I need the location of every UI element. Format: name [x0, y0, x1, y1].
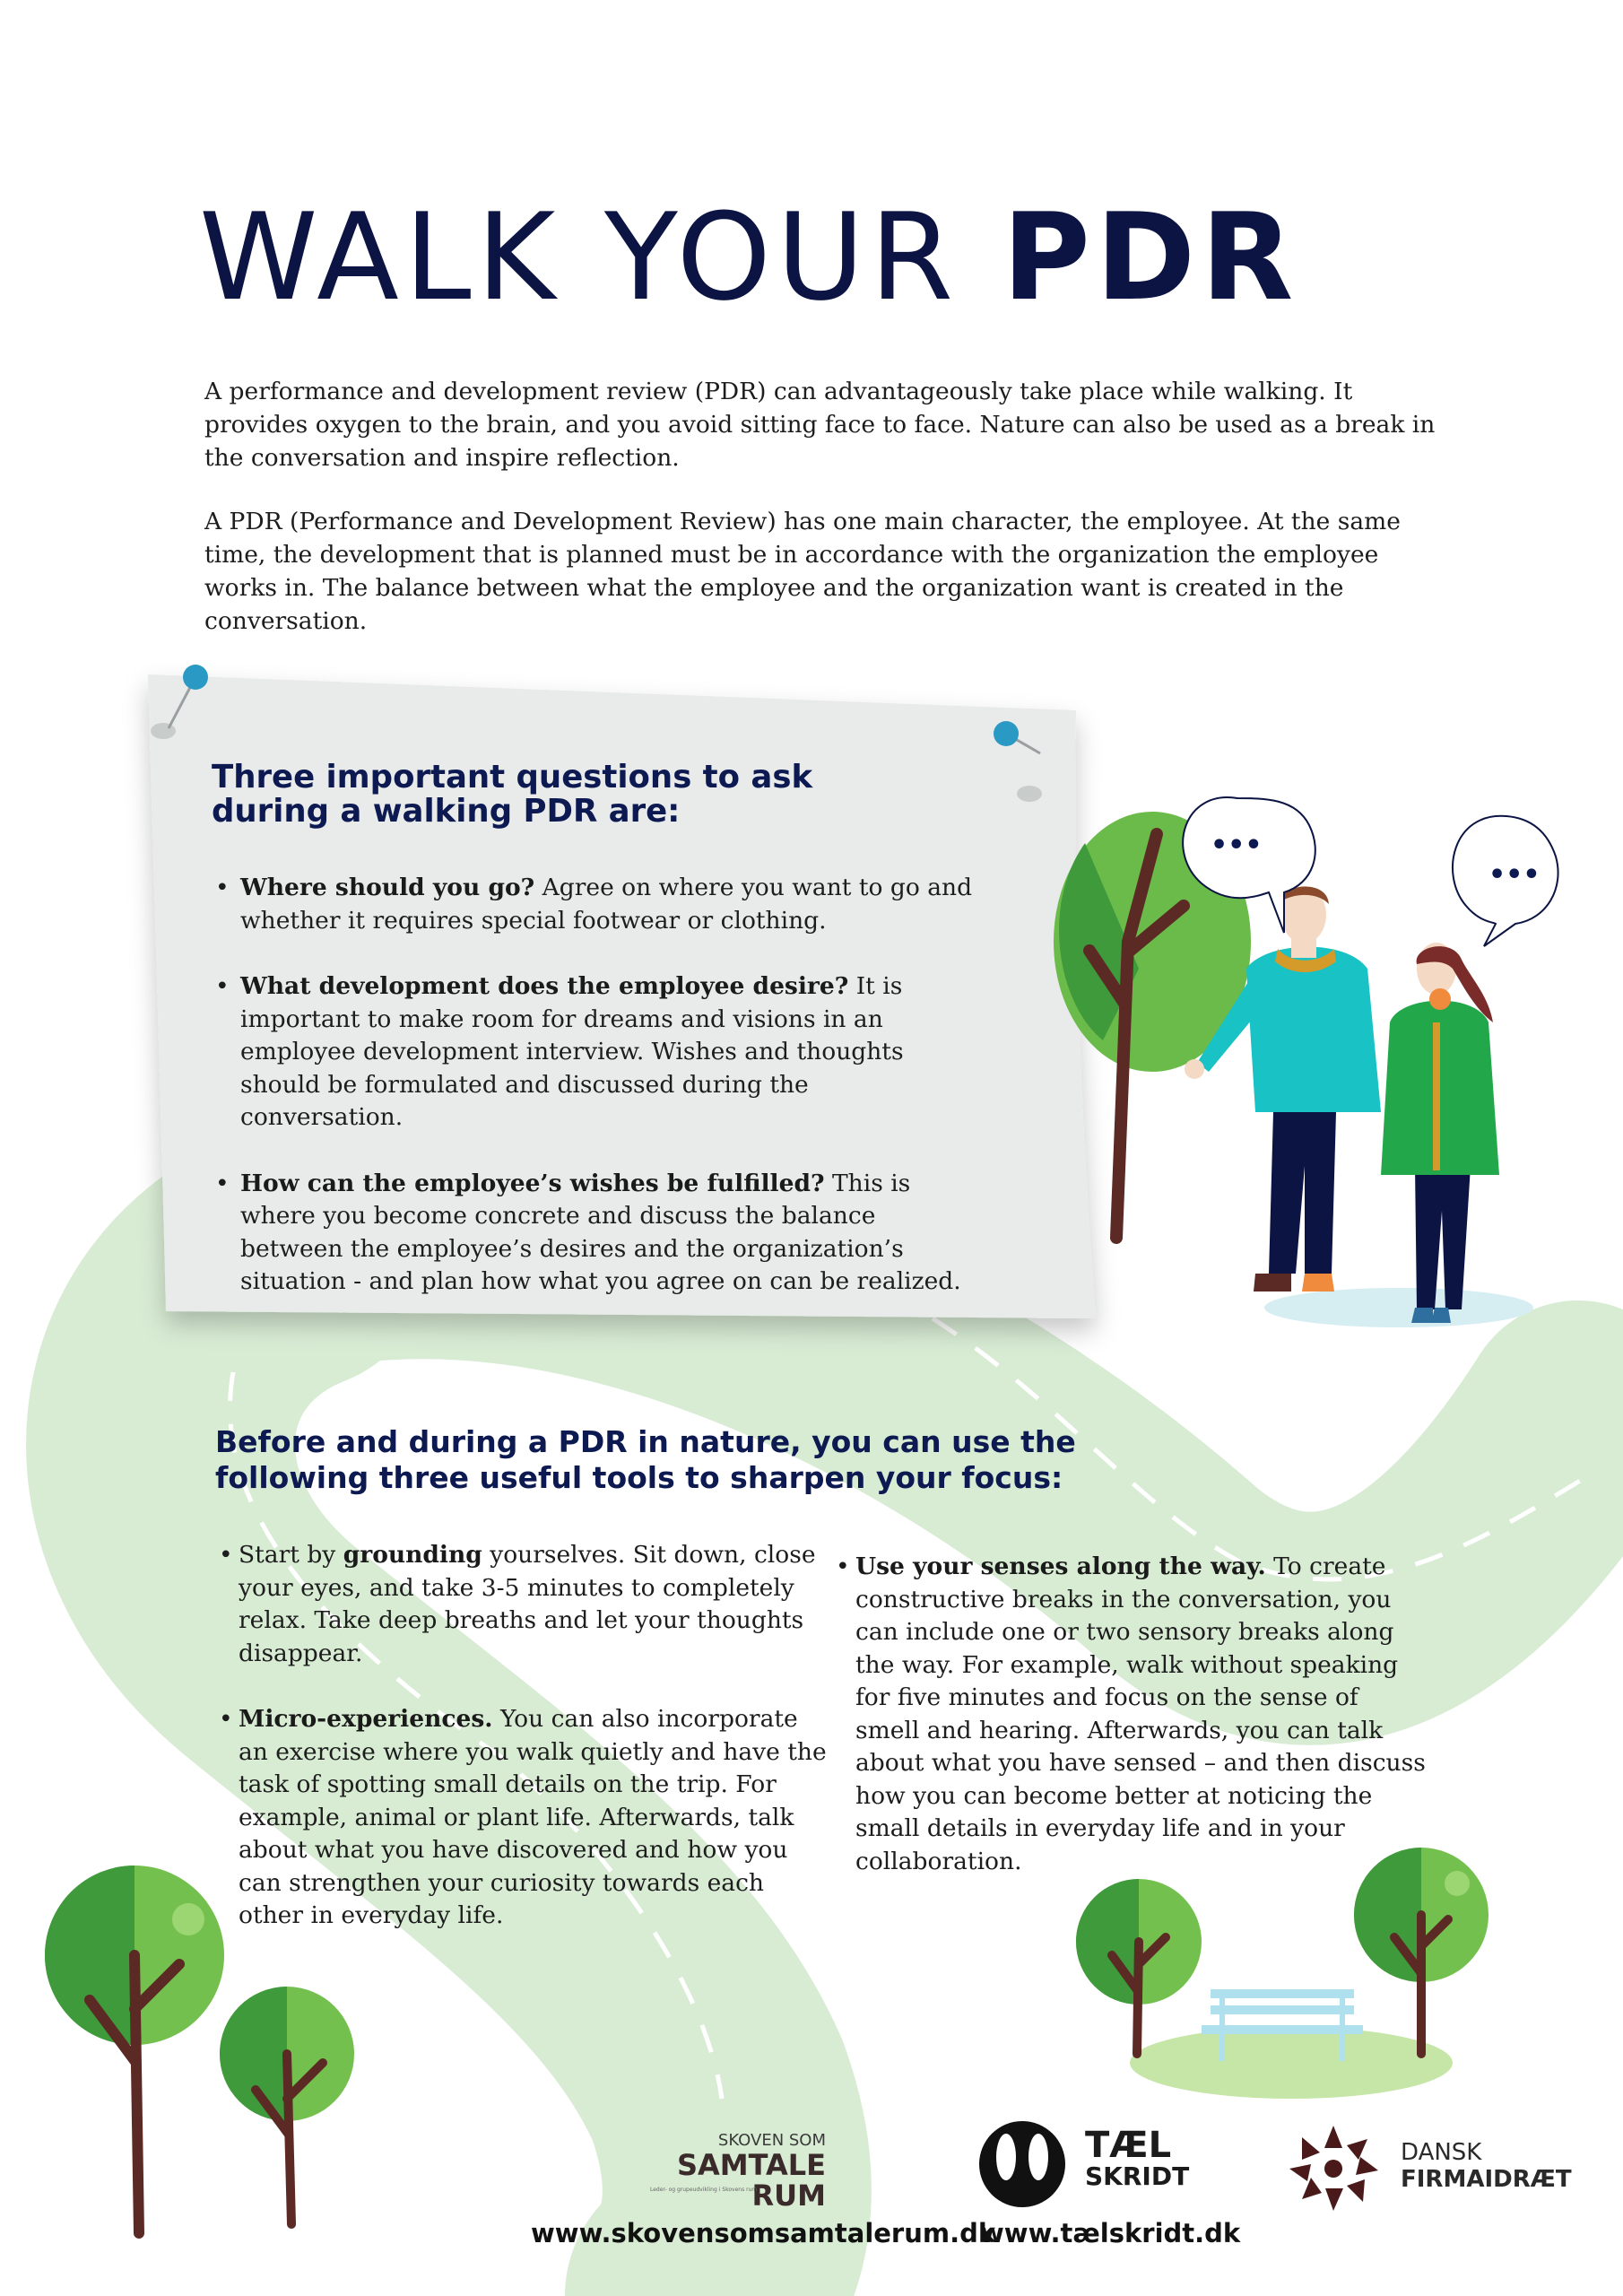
tool-bold: grounding — [343, 1541, 482, 1569]
list-item — [212, 970, 967, 1135]
questions-list — [212, 872, 1001, 1332]
question-bold: What development does the employee desire? — [240, 972, 849, 1000]
firmaidraet-word2: FIRMAIDRÆT — [1401, 2166, 1572, 2193]
question-text: This is where you become concrete and discuss the balance between the employee’s desires and the organization’s situation - and plan how what you agree on can be realized. — [240, 1169, 961, 1295]
taelskridt-logo-icon — [979, 2121, 1065, 2207]
samtalerum-word2: RUM — [751, 2179, 826, 2213]
tool-text: You can also incorporate an exercise where you walk quietly and have the task of spotting small details on the trip. For example, animal or plant life. Afterwards, talk about what you have discovered and how you can strengthen your curiosity towards each other in everyday life. — [239, 1705, 827, 1929]
firmaidraet-word1: DANSK — [1401, 2139, 1482, 2166]
question-bold: Where should you go? — [240, 874, 535, 901]
tool-grounding — [215, 1539, 821, 1670]
tree-bottom-right-right-icon — [1354, 1848, 1488, 2054]
tool-bold: Micro-experiences. — [239, 1705, 493, 1733]
tree-bottom-right-left-icon — [1076, 1879, 1202, 2054]
tools-heading-line2: following three useful tools to sharpen your focus: — [215, 1460, 1063, 1495]
taelskridt-word1: TÆL — [1085, 2125, 1172, 2166]
bubble-left-dots: ••• — [1211, 830, 1263, 861]
note-heading-line1: Three important questions to ask — [212, 759, 813, 796]
tree-bottom-left-small-icon — [220, 1987, 354, 2224]
tool-micro-experiences — [215, 1703, 830, 1933]
speech-bubble-right-icon — [1453, 816, 1558, 946]
intro-paragraph-1: A performance and development review (PDR) can advantageously take place while walking. It provides oxygen to the brain, and you avoid sitting face to face. Nature can also be used as a break in the conversation and inspire reflection. — [204, 378, 1436, 472]
tool-text: yourselves. Sit down, close your eyes, and take 3-5 minutes to completely relax. Take deep breaths and let your thoughts disappear. — [239, 1541, 816, 1667]
tool-text: To create constructive breaks in the conversation, you can include one or two sensory breaks along the way. For example, walk without speaking for five minutes and focus on the sense of smell and hearing. Afterwards, you can talk about what you have sensed – and then discuss how you can become better at noticing the small details in everyday life and in your collaboration. — [855, 1552, 1426, 1875]
list-item — [212, 872, 994, 937]
tools-heading — [215, 1424, 1112, 1496]
taelskridt-word2: SKRIDT — [1085, 2161, 1190, 2191]
title-part1: WALK YOUR — [199, 187, 1002, 327]
tree-bottom-left-large-icon — [45, 1866, 224, 2233]
question-text: It is important to make room for dreams and visions in an employee development interview. Wishes and thoughts should be formulated and discussed during the conversation. — [240, 972, 904, 1131]
firmaidraet-logo-icon — [1289, 2126, 1378, 2211]
samtalerum-logo — [650, 2131, 826, 2211]
tool-senses — [832, 1551, 1429, 1878]
note-heading — [212, 761, 1019, 829]
taelskridt-url-link[interactable]: www.tælskridt.dk — [980, 2218, 1241, 2248]
woman-walking-figure — [1381, 943, 1499, 1323]
note-heading-line2: during a walking PDR are: — [212, 793, 681, 830]
samtalerum-tagline: Leder- og grupeudvikling i Skovens rum — [650, 2187, 758, 2193]
tools-heading-line1: Before and during a PDR in nature, you can use the — [215, 1424, 1076, 1459]
tool-text: Start by — [239, 1541, 343, 1569]
samtalerum-url-link[interactable]: www.skovensomsamtalerum.dk — [531, 2218, 996, 2248]
title-part2: PDR — [1002, 187, 1299, 327]
list-item — [212, 1168, 985, 1299]
tool-bold: Use your senses along the way. — [855, 1552, 1266, 1580]
page-title — [199, 187, 1299, 327]
samtalerum-word1: SAMTALE — [676, 2148, 826, 2182]
firmaidraet-logo — [1401, 2139, 1572, 2193]
samtalerum-top: SKOVEN SOM — [717, 2131, 826, 2150]
intro-paragraph-2: A PDR (Performance and Development Review) has one main character, the employee. At the same time, the development that is planned must be in accordance with the organization the employee works in. The balance between what the employee and the organization want is created in the conversation. — [204, 508, 1401, 635]
taelskridt-logo — [1085, 2127, 1189, 2190]
question-text: Agree on where you want to go and whether it requires special footwear or clothing. — [240, 874, 973, 935]
question-bold: How can the employee’s wishes be fulfilled? — [240, 1169, 825, 1197]
bubble-right-dots: ••• — [1488, 859, 1541, 891]
